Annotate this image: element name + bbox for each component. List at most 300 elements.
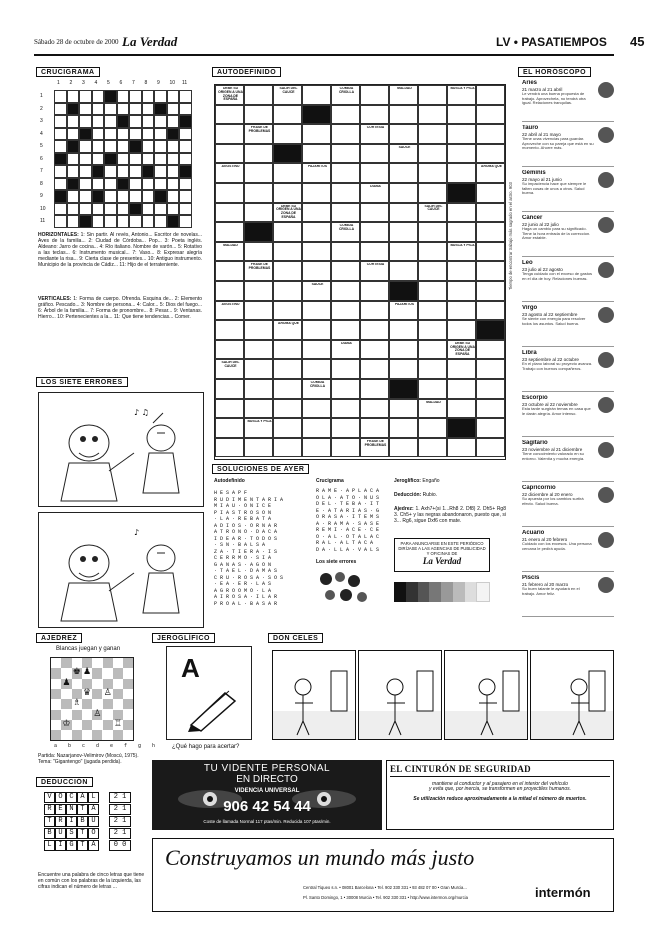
crossword-cell[interactable] — [54, 190, 67, 203]
answer-cell[interactable] — [476, 281, 505, 301]
crossword-cell[interactable] — [167, 178, 180, 191]
crossword-cell[interactable] — [92, 90, 105, 103]
answer-cell[interactable] — [360, 359, 389, 379]
answer-cell[interactable] — [244, 340, 273, 360]
crossword-cell[interactable] — [117, 203, 130, 216]
crossword-cell[interactable] — [179, 128, 192, 141]
answer-cell[interactable] — [360, 379, 389, 399]
answer-cell[interactable] — [331, 281, 360, 301]
answer-cell[interactable] — [476, 222, 505, 242]
answer-cell[interactable] — [244, 183, 273, 203]
answer-cell[interactable] — [360, 301, 389, 321]
answer-cell[interactable] — [447, 203, 476, 223]
crossword-cell[interactable] — [167, 140, 180, 153]
answer-cell[interactable] — [447, 320, 476, 340]
answer-cell[interactable] — [418, 281, 447, 301]
answer-cell[interactable] — [302, 320, 331, 340]
answer-cell[interactable] — [273, 281, 302, 301]
chess-square[interactable] — [51, 720, 61, 730]
crossword-cell[interactable] — [154, 215, 167, 228]
answer-cell[interactable] — [476, 359, 505, 379]
answer-cell[interactable] — [476, 203, 505, 223]
crossword-cell[interactable] — [54, 140, 67, 153]
chess-square[interactable] — [123, 658, 133, 668]
chess-piece-icon[interactable]: ♙ — [103, 687, 112, 698]
chess-square[interactable] — [113, 668, 123, 678]
chess-square[interactable] — [92, 730, 102, 740]
crossword-cell[interactable] — [104, 153, 117, 166]
crossword-cell[interactable] — [54, 165, 67, 178]
answer-cell[interactable] — [331, 261, 360, 281]
crossword-cell[interactable] — [154, 115, 167, 128]
answer-cell[interactable] — [215, 340, 244, 360]
crossword-cell[interactable] — [129, 128, 142, 141]
crossword-cell[interactable] — [79, 190, 92, 203]
crossword-cell[interactable] — [179, 190, 192, 203]
crossword-cell[interactable] — [154, 90, 167, 103]
crossword-cell[interactable] — [142, 215, 155, 228]
answer-cell[interactable] — [302, 183, 331, 203]
answer-cell[interactable] — [331, 183, 360, 203]
answer-cell[interactable] — [273, 222, 302, 242]
answer-cell[interactable] — [476, 124, 505, 144]
answer-cell[interactable] — [360, 418, 389, 438]
answer-cell[interactable] — [215, 105, 244, 125]
crossword-cell[interactable] — [117, 140, 130, 153]
chess-square[interactable] — [123, 710, 133, 720]
answer-cell[interactable] — [418, 340, 447, 360]
crossword-cell[interactable] — [104, 103, 117, 116]
crossword-cell[interactable] — [92, 215, 105, 228]
answer-cell[interactable] — [360, 340, 389, 360]
answer-cell[interactable] — [215, 203, 244, 223]
crossword-cell[interactable] — [117, 190, 130, 203]
crossword-cell[interactable] — [142, 178, 155, 191]
answer-cell[interactable] — [302, 438, 331, 458]
answer-cell[interactable] — [215, 222, 244, 242]
chess-square[interactable] — [103, 720, 113, 730]
chess-square[interactable] — [72, 679, 82, 689]
crossword-cell[interactable] — [117, 90, 130, 103]
crossword-cell[interactable] — [67, 178, 80, 191]
crossword-cell[interactable] — [54, 153, 67, 166]
crossword-cell[interactable] — [79, 115, 92, 128]
chess-square[interactable] — [113, 689, 123, 699]
answer-cell[interactable] — [447, 379, 476, 399]
answer-cell[interactable] — [447, 222, 476, 242]
crossword-cell[interactable] — [179, 153, 192, 166]
crossword-cell[interactable] — [167, 190, 180, 203]
answer-cell[interactable] — [447, 438, 476, 458]
answer-cell[interactable] — [215, 124, 244, 144]
answer-cell[interactable] — [418, 359, 447, 379]
crossword-cell[interactable] — [79, 203, 92, 216]
answer-cell[interactable] — [273, 124, 302, 144]
chess-piece-icon[interactable]: ♙ — [93, 708, 102, 719]
answer-cell[interactable] — [476, 183, 505, 203]
answer-cell[interactable] — [418, 144, 447, 164]
crossword-cell[interactable] — [179, 178, 192, 191]
answer-cell[interactable] — [476, 144, 505, 164]
crossword-cell[interactable] — [117, 165, 130, 178]
chess-square[interactable] — [72, 710, 82, 720]
crossword-cell[interactable] — [142, 115, 155, 128]
chess-square[interactable] — [103, 668, 113, 678]
chess-square[interactable] — [51, 689, 61, 699]
crossword-cell[interactable] — [54, 128, 67, 141]
crossword-cell[interactable] — [92, 140, 105, 153]
answer-cell[interactable] — [476, 105, 505, 125]
answer-cell[interactable] — [360, 281, 389, 301]
crossword-cell[interactable] — [67, 103, 80, 116]
chess-square[interactable] — [92, 668, 102, 678]
chess-square[interactable] — [51, 668, 61, 678]
crossword-cell[interactable] — [179, 215, 192, 228]
chess-square[interactable] — [92, 720, 102, 730]
answer-cell[interactable] — [302, 340, 331, 360]
answer-cell[interactable] — [244, 399, 273, 419]
chess-square[interactable] — [72, 720, 82, 730]
answer-cell[interactable] — [273, 418, 302, 438]
crossword-cell[interactable] — [154, 140, 167, 153]
crossword-cell[interactable] — [179, 203, 192, 216]
answer-cell[interactable] — [360, 105, 389, 125]
crossword-cell[interactable] — [67, 153, 80, 166]
crossword-cell[interactable] — [79, 128, 92, 141]
answer-cell[interactable] — [273, 340, 302, 360]
crossword-cell[interactable] — [79, 153, 92, 166]
crossword-cell[interactable] — [67, 128, 80, 141]
crossword-cell[interactable] — [117, 103, 130, 116]
crossword-cell[interactable] — [129, 103, 142, 116]
crossword-cell[interactable] — [79, 140, 92, 153]
crossword-cell[interactable] — [92, 153, 105, 166]
chess-square[interactable] — [123, 668, 133, 678]
answer-cell[interactable] — [244, 242, 273, 262]
answer-cell[interactable] — [215, 418, 244, 438]
answer-cell[interactable] — [389, 320, 418, 340]
crossword-cell[interactable] — [179, 90, 192, 103]
crossword-cell[interactable] — [92, 190, 105, 203]
chess-piece-icon[interactable]: ♔ — [62, 718, 71, 729]
crossword-cell[interactable] — [117, 178, 130, 191]
crossword-cell[interactable] — [167, 215, 180, 228]
crossword-cell[interactable] — [154, 165, 167, 178]
answer-cell[interactable] — [360, 320, 389, 340]
answer-cell[interactable] — [447, 144, 476, 164]
crossword-cell[interactable] — [92, 103, 105, 116]
chess-square[interactable] — [123, 689, 133, 699]
answer-cell[interactable] — [302, 418, 331, 438]
crossword-cell[interactable] — [117, 115, 130, 128]
answer-cell[interactable] — [447, 281, 476, 301]
answer-cell[interactable] — [273, 359, 302, 379]
answer-cell[interactable] — [389, 418, 418, 438]
answer-cell[interactable] — [389, 242, 418, 262]
answer-cell[interactable] — [273, 261, 302, 281]
answer-cell[interactable] — [360, 203, 389, 223]
answer-cell[interactable] — [244, 281, 273, 301]
answer-cell[interactable] — [476, 85, 505, 105]
answer-cell[interactable] — [215, 183, 244, 203]
answer-cell[interactable] — [418, 183, 447, 203]
chess-square[interactable] — [61, 699, 71, 709]
chess-piece-icon[interactable]: ♗ — [72, 698, 81, 709]
answer-cell[interactable] — [244, 203, 273, 223]
crossword-cell[interactable] — [79, 215, 92, 228]
chess-square[interactable] — [123, 699, 133, 709]
crossword-cell[interactable] — [179, 103, 192, 116]
answer-cell[interactable] — [244, 163, 273, 183]
answer-cell[interactable] — [331, 203, 360, 223]
crossword-cell[interactable] — [67, 90, 80, 103]
chess-square[interactable] — [123, 679, 133, 689]
answer-cell[interactable] — [244, 359, 273, 379]
crossword-cell[interactable] — [129, 140, 142, 153]
answer-cell[interactable] — [302, 242, 331, 262]
chess-square[interactable] — [82, 699, 92, 709]
answer-cell[interactable] — [389, 399, 418, 419]
crossword-cell[interactable] — [67, 115, 80, 128]
answer-cell[interactable] — [331, 124, 360, 144]
chess-square[interactable] — [61, 658, 71, 668]
crossword-cell[interactable] — [92, 178, 105, 191]
chess-square[interactable] — [92, 658, 102, 668]
answer-cell[interactable] — [476, 438, 505, 458]
answer-cell[interactable] — [476, 418, 505, 438]
crossword-cell[interactable] — [92, 203, 105, 216]
crossword-cell[interactable] — [129, 115, 142, 128]
answer-cell[interactable] — [360, 144, 389, 164]
crossword-cell[interactable] — [117, 128, 130, 141]
answer-cell[interactable] — [331, 163, 360, 183]
answer-cell[interactable] — [302, 222, 331, 242]
answer-cell[interactable] — [215, 281, 244, 301]
answer-cell[interactable] — [360, 242, 389, 262]
answer-cell[interactable] — [331, 359, 360, 379]
crossword-cell[interactable] — [142, 165, 155, 178]
answer-cell[interactable] — [418, 418, 447, 438]
crossword-cell[interactable] — [54, 90, 67, 103]
crossword-cell[interactable] — [129, 153, 142, 166]
answer-cell[interactable] — [302, 144, 331, 164]
chess-square[interactable] — [103, 699, 113, 709]
answer-cell[interactable] — [418, 163, 447, 183]
answer-cell[interactable] — [302, 261, 331, 281]
crossword-cell[interactable] — [54, 203, 67, 216]
chess-square[interactable] — [113, 699, 123, 709]
answer-cell[interactable] — [244, 144, 273, 164]
crossword-cell[interactable] — [79, 178, 92, 191]
chess-square[interactable] — [51, 679, 61, 689]
answer-cell[interactable] — [331, 242, 360, 262]
answer-cell[interactable] — [215, 399, 244, 419]
crossword-cell[interactable] — [92, 165, 105, 178]
crossword-cell[interactable] — [154, 103, 167, 116]
answer-cell[interactable] — [418, 222, 447, 242]
answer-cell[interactable] — [215, 144, 244, 164]
answer-cell[interactable] — [360, 399, 389, 419]
chess-piece-icon[interactable]: ♛ — [83, 687, 92, 698]
crossword-cell[interactable] — [167, 165, 180, 178]
answer-cell[interactable] — [215, 438, 244, 458]
crossword-cell[interactable] — [142, 190, 155, 203]
answer-cell[interactable] — [244, 438, 273, 458]
answer-cell[interactable] — [244, 320, 273, 340]
crossword-cell[interactable] — [167, 203, 180, 216]
chess-square[interactable] — [103, 710, 113, 720]
crossword-cell[interactable] — [92, 115, 105, 128]
answer-cell[interactable] — [273, 105, 302, 125]
answer-cell[interactable] — [244, 85, 273, 105]
answer-cell[interactable] — [215, 320, 244, 340]
answer-cell[interactable] — [273, 438, 302, 458]
answer-cell[interactable] — [273, 399, 302, 419]
crossword-cell[interactable] — [67, 140, 80, 153]
answer-cell[interactable] — [389, 105, 418, 125]
answer-cell[interactable] — [273, 183, 302, 203]
answer-cell[interactable] — [273, 301, 302, 321]
answer-cell[interactable] — [418, 124, 447, 144]
answer-cell[interactable] — [389, 222, 418, 242]
chess-square[interactable] — [113, 679, 123, 689]
chess-square[interactable] — [82, 710, 92, 720]
answer-cell[interactable] — [389, 163, 418, 183]
crossword-cell[interactable] — [117, 215, 130, 228]
answer-cell[interactable] — [331, 105, 360, 125]
crossword-cell[interactable] — [167, 103, 180, 116]
answer-cell[interactable] — [447, 359, 476, 379]
crossword-cell[interactable] — [104, 165, 117, 178]
answer-cell[interactable] — [360, 85, 389, 105]
answer-cell[interactable] — [273, 379, 302, 399]
crossword-cell[interactable] — [154, 178, 167, 191]
chess-square[interactable] — [113, 658, 123, 668]
answer-cell[interactable] — [476, 379, 505, 399]
chess-piece-icon[interactable]: ♟ — [62, 677, 71, 688]
answer-cell[interactable] — [244, 379, 273, 399]
crossword-cell[interactable] — [154, 128, 167, 141]
chess-square[interactable] — [113, 730, 123, 740]
chess-square[interactable] — [123, 720, 133, 730]
answer-cell[interactable] — [331, 320, 360, 340]
answer-cell[interactable] — [418, 301, 447, 321]
crossword-cell[interactable] — [154, 153, 167, 166]
crossword-cell[interactable] — [67, 190, 80, 203]
answer-cell[interactable] — [331, 399, 360, 419]
answer-cell[interactable] — [331, 418, 360, 438]
crossword-cell[interactable] — [104, 90, 117, 103]
chess-piece-icon[interactable]: ♖ — [113, 718, 122, 729]
chess-square[interactable] — [92, 689, 102, 699]
answer-cell[interactable] — [476, 261, 505, 281]
answer-cell[interactable] — [447, 105, 476, 125]
answer-cell[interactable] — [418, 320, 447, 340]
crossword-cell[interactable] — [142, 153, 155, 166]
crossword-cell[interactable] — [104, 190, 117, 203]
crossword-cell[interactable] — [129, 215, 142, 228]
answer-cell[interactable] — [331, 301, 360, 321]
answer-cell[interactable] — [389, 183, 418, 203]
chess-square[interactable] — [61, 689, 71, 699]
answer-cell[interactable] — [418, 261, 447, 281]
answer-cell[interactable] — [447, 399, 476, 419]
crossword-cell[interactable] — [104, 215, 117, 228]
chess-piece-icon[interactable]: ♚ — [72, 667, 81, 678]
crossword-cell[interactable] — [129, 178, 142, 191]
answer-cell[interactable] — [389, 203, 418, 223]
answer-cell[interactable] — [302, 203, 331, 223]
answer-cell[interactable] — [389, 340, 418, 360]
answer-cell[interactable] — [244, 301, 273, 321]
crossword-cell[interactable] — [117, 153, 130, 166]
answer-cell[interactable] — [389, 359, 418, 379]
crossword-cell[interactable] — [179, 115, 192, 128]
crossword-cell[interactable] — [129, 190, 142, 203]
chess-square[interactable] — [51, 658, 61, 668]
answer-cell[interactable] — [389, 261, 418, 281]
answer-cell[interactable] — [447, 301, 476, 321]
crossword-cell[interactable] — [79, 90, 92, 103]
chess-piece-icon[interactable]: ♟ — [83, 667, 92, 678]
answer-cell[interactable] — [476, 340, 505, 360]
answer-cell[interactable] — [418, 242, 447, 262]
crossword-cell[interactable] — [79, 165, 92, 178]
answer-cell[interactable] — [215, 379, 244, 399]
crossword-cell[interactable] — [104, 178, 117, 191]
chess-square[interactable] — [103, 658, 113, 668]
answer-cell[interactable] — [302, 124, 331, 144]
crossword-cell[interactable] — [54, 178, 67, 191]
answer-cell[interactable] — [418, 379, 447, 399]
answer-cell[interactable] — [476, 242, 505, 262]
answer-cell[interactable] — [447, 261, 476, 281]
crossword-cell[interactable] — [129, 165, 142, 178]
crossword-cell[interactable] — [92, 128, 105, 141]
answer-cell[interactable] — [360, 163, 389, 183]
crossword-cell[interactable] — [67, 215, 80, 228]
answer-cell[interactable] — [302, 301, 331, 321]
crossword-cell[interactable] — [129, 203, 142, 216]
answer-cell[interactable] — [331, 379, 360, 399]
chess-square[interactable] — [82, 720, 92, 730]
crossword-cell[interactable] — [167, 115, 180, 128]
chess-square[interactable] — [92, 679, 102, 689]
answer-cell[interactable] — [389, 438, 418, 458]
answer-cell[interactable] — [418, 105, 447, 125]
crossword-cell[interactable] — [54, 115, 67, 128]
crossword-cell[interactable] — [142, 103, 155, 116]
crossword-cell[interactable] — [104, 115, 117, 128]
answer-cell[interactable] — [302, 359, 331, 379]
answer-cell[interactable] — [447, 163, 476, 183]
crossword-cell[interactable] — [179, 140, 192, 153]
crossword-cell[interactable] — [142, 128, 155, 141]
answer-cell[interactable] — [418, 85, 447, 105]
crossword-cell[interactable] — [104, 140, 117, 153]
chess-square[interactable] — [72, 730, 82, 740]
chess-square[interactable] — [103, 730, 113, 740]
crossword-cell[interactable] — [142, 203, 155, 216]
chess-square[interactable] — [82, 730, 92, 740]
answer-cell[interactable] — [418, 438, 447, 458]
crossword-cell[interactable] — [154, 203, 167, 216]
crossword-cell[interactable] — [129, 90, 142, 103]
answer-cell[interactable] — [360, 222, 389, 242]
chess-square[interactable] — [51, 710, 61, 720]
crossword-cell[interactable] — [167, 128, 180, 141]
chess-square[interactable] — [51, 699, 61, 709]
